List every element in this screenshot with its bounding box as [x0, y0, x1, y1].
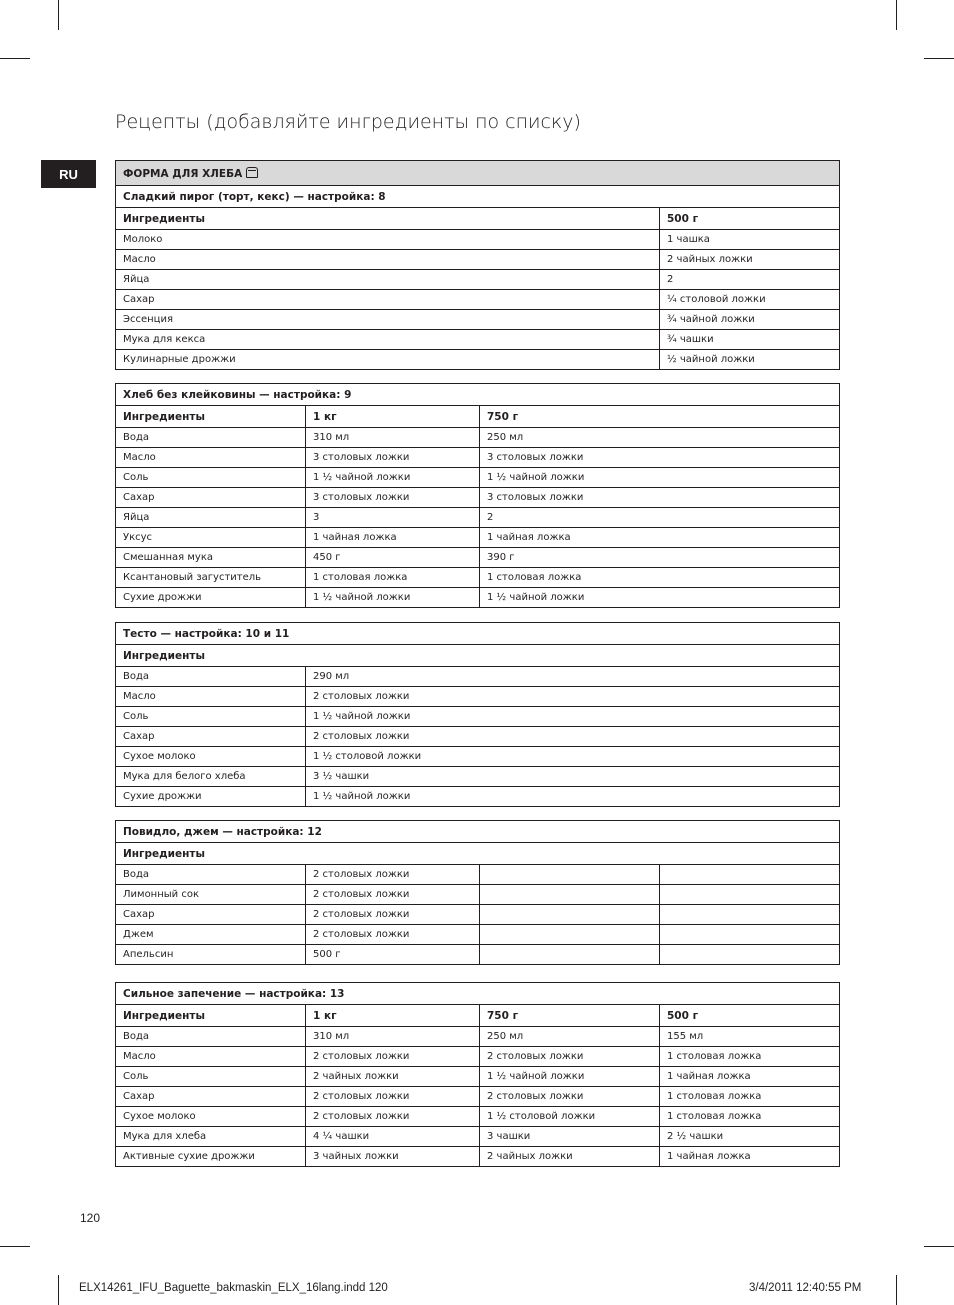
amount-cell: 290 мл — [306, 667, 840, 687]
empty-cell — [660, 925, 840, 945]
amount-cell: 1 столовая ложка — [306, 568, 480, 588]
table-row — [116, 1067, 840, 1087]
page-title: Рецепты (добавляйте ингредиенты по списку) — [115, 111, 581, 133]
column-header: 750 г — [480, 1005, 660, 1027]
amount-cell: 1 ½ чайной ложки — [306, 468, 480, 488]
empty-cell — [660, 905, 840, 925]
column-header: Ингредиенты — [116, 645, 840, 667]
ingredient-cell: Эссенция — [116, 310, 660, 330]
recipe-table-dough — [115, 622, 840, 807]
table-row — [116, 250, 840, 270]
ingredient-cell: Масло — [116, 250, 660, 270]
ingredient-cell: Соль — [116, 468, 306, 488]
bread-pan-icon — [246, 167, 258, 178]
ingredient-cell: Соль — [116, 707, 306, 727]
table-row — [116, 1107, 840, 1127]
form-header-cell — [116, 161, 840, 186]
table-row — [116, 350, 840, 370]
ingredient-cell: Мука для кекса — [116, 330, 660, 350]
amount-cell: 2 столовых ложки — [306, 905, 480, 925]
table-title-row — [116, 186, 840, 208]
table-row — [116, 945, 840, 965]
table-title-row — [116, 384, 840, 406]
ingredient-cell: Сухие дрожжи — [116, 588, 306, 608]
amount-cell: 2 столовых ложки — [480, 1047, 660, 1067]
empty-cell — [660, 945, 840, 965]
crop-mark — [924, 58, 954, 59]
amount-cell: 1 столовая ложка — [660, 1047, 840, 1067]
crop-mark — [58, 0, 59, 30]
amount-cell: 310 мл — [306, 1027, 480, 1047]
ingredient-cell: Лимонный сок — [116, 885, 306, 905]
ingredient-cell: Молоко — [116, 230, 660, 250]
amount-cell: 2 чайных ложки — [306, 1067, 480, 1087]
ingredient-cell: Вода — [116, 1027, 306, 1047]
table-row — [116, 787, 840, 807]
empty-cell — [660, 865, 840, 885]
amount-cell: 2 ½ чашки — [660, 1127, 840, 1147]
ingredient-cell: Соль — [116, 1067, 306, 1087]
amount-cell: 3 столовых ложки — [480, 448, 840, 468]
ingredient-cell: Вода — [116, 667, 306, 687]
empty-cell — [480, 865, 660, 885]
ingredient-cell: Активные сухие дрожжи — [116, 1147, 306, 1167]
amount-cell: 250 мл — [480, 428, 840, 448]
amount-cell: 500 г — [306, 945, 480, 965]
ingredient-cell: Сахар — [116, 488, 306, 508]
amount-cell: 1 чайная ложка — [660, 1067, 840, 1087]
amount-cell: 1 ½ столовой ложки — [480, 1107, 660, 1127]
column-header: Ингредиенты — [116, 406, 306, 428]
amount-cell: 390 г — [480, 548, 840, 568]
crop-mark — [0, 58, 30, 59]
crop-mark — [0, 1246, 30, 1247]
table-title: Повидло, джем — настройка: 12 — [116, 821, 840, 843]
table-row — [116, 588, 840, 608]
column-header: 500 г — [660, 208, 840, 230]
table-row — [116, 707, 840, 727]
table-row — [116, 568, 840, 588]
ingredient-cell: Масло — [116, 448, 306, 468]
amount-cell: 1 ½ столовой ложки — [306, 747, 840, 767]
table-header-row — [116, 1005, 840, 1027]
amount-cell: 2 чайных ложки — [660, 250, 840, 270]
table-row — [116, 885, 840, 905]
footer-file-info: ELX14261_IFU_Baguette_bakmaskin_ELX_16lang.indd 120 — [79, 1282, 388, 1294]
table-row — [116, 667, 840, 687]
empty-cell — [480, 925, 660, 945]
table-row — [116, 270, 840, 290]
table-header-row — [116, 406, 840, 428]
column-header: 750 г — [480, 406, 840, 428]
page-number: 120 — [80, 1211, 101, 1225]
ingredient-cell: Сахар — [116, 290, 660, 310]
amount-cell: 1 чашка — [660, 230, 840, 250]
amount-cell: 2 — [480, 508, 840, 528]
ingredient-cell: Джем — [116, 925, 306, 945]
column-header: Ингредиенты — [116, 208, 660, 230]
amount-cell: 3 — [306, 508, 480, 528]
empty-cell — [480, 905, 660, 925]
amount-cell: 1 ½ чайной ложки — [480, 588, 840, 608]
recipe-table-sweet-cake — [115, 160, 840, 370]
table-row — [116, 1087, 840, 1107]
amount-cell: 1 ½ чайной ложки — [480, 468, 840, 488]
empty-cell — [480, 945, 660, 965]
amount-cell: 2 столовых ложки — [306, 925, 480, 945]
ingredient-cell: Сахар — [116, 905, 306, 925]
amount-cell: 3 столовых ложки — [306, 488, 480, 508]
amount-cell: 1 чайная ложка — [660, 1147, 840, 1167]
table-title-row — [116, 623, 840, 645]
table-title: Сладкий пирог (торт, кекс) — настройка: 8 — [116, 186, 840, 208]
table-form-row — [116, 161, 840, 186]
table-row — [116, 1047, 840, 1067]
table-title-row — [116, 821, 840, 843]
amount-cell: 4 ¼ чашки — [306, 1127, 480, 1147]
ingredient-cell: Масло — [116, 1047, 306, 1067]
table-row — [116, 1127, 840, 1147]
ingredient-cell: Кулинарные дрожжи — [116, 350, 660, 370]
ingredient-cell: Апельсин — [116, 945, 306, 965]
ingredient-cell: Вода — [116, 865, 306, 885]
ingredient-cell: Смешанная мука — [116, 548, 306, 568]
language-tab: RU — [41, 160, 96, 188]
amount-cell: 1 столовая ложка — [480, 568, 840, 588]
table-title: Сильное запечение — настройка: 13 — [116, 983, 840, 1005]
ingredient-cell: Сухие дрожжи — [116, 787, 306, 807]
amount-cell: ¾ чашки — [660, 330, 840, 350]
form-label: ФОРМА ДЛЯ ХЛЕБА — [123, 167, 243, 180]
ingredient-cell: Яйца — [116, 508, 306, 528]
amount-cell: 310 мл — [306, 428, 480, 448]
ingredient-cell: Мука для белого хлеба — [116, 767, 306, 787]
crop-mark — [924, 1246, 954, 1247]
table-row — [116, 548, 840, 568]
amount-cell: ½ чайной ложки — [660, 350, 840, 370]
amount-cell: 2 чайных ложки — [480, 1147, 660, 1167]
table-row — [116, 925, 840, 945]
column-header: 500 г — [660, 1005, 840, 1027]
amount-cell: 155 мл — [660, 1027, 840, 1047]
table-title: Тесто — настройка: 10 и 11 — [116, 623, 840, 645]
amount-cell: 1 столовая ложка — [660, 1107, 840, 1127]
amount-cell: 1 ½ чайной ложки — [306, 707, 840, 727]
amount-cell: ¾ чайной ложки — [660, 310, 840, 330]
table-row — [116, 230, 840, 250]
table-row — [116, 687, 840, 707]
amount-cell: 250 мл — [480, 1027, 660, 1047]
amount-cell: 2 столовых ложки — [306, 1107, 480, 1127]
amount-cell: 1 чайная ложка — [306, 528, 480, 548]
amount-cell: 2 столовых ложки — [306, 885, 480, 905]
table-row — [116, 448, 840, 468]
table-title: Хлеб без клейковины — настройка: 9 — [116, 384, 840, 406]
table-row — [116, 1027, 840, 1047]
table-row — [116, 528, 840, 548]
empty-cell — [660, 885, 840, 905]
table-row — [116, 290, 840, 310]
amount-cell: ¼ столовой ложки — [660, 290, 840, 310]
column-header: Ингредиенты — [116, 1005, 306, 1027]
amount-cell: 2 столовых ложки — [306, 1047, 480, 1067]
amount-cell: 2 столовых ложки — [480, 1087, 660, 1107]
table-header-row — [116, 208, 840, 230]
ingredient-cell: Уксус — [116, 528, 306, 548]
column-header: 1 кг — [306, 406, 480, 428]
table-row — [116, 865, 840, 885]
amount-cell: 1 ½ чайной ложки — [306, 588, 480, 608]
footer-timestamp: 3/4/2011 12:40:55 PM — [749, 1282, 862, 1294]
amount-cell: 2 столовых ложки — [306, 727, 840, 747]
amount-cell: 1 чайная ложка — [480, 528, 840, 548]
recipe-table-gluten-free — [115, 383, 840, 608]
column-header: Ингредиенты — [116, 843, 840, 865]
crop-mark — [896, 0, 897, 30]
table-row — [116, 1147, 840, 1167]
amount-cell: 1 ½ чайной ложки — [480, 1067, 660, 1087]
column-header: 1 кг — [306, 1005, 480, 1027]
table-row — [116, 428, 840, 448]
table-row — [116, 905, 840, 925]
ingredient-cell: Мука для хлеба — [116, 1127, 306, 1147]
amount-cell: 3 столовых ложки — [306, 448, 480, 468]
amount-cell: 450 г — [306, 548, 480, 568]
ingredient-cell: Яйца — [116, 270, 660, 290]
amount-cell: 3 ½ чашки — [306, 767, 840, 787]
crop-mark — [58, 1275, 59, 1305]
amount-cell: 2 столовых ложки — [306, 687, 840, 707]
amount-cell: 2 — [660, 270, 840, 290]
amount-cell: 2 столовых ложки — [306, 865, 480, 885]
amount-cell: 1 ½ чайной ложки — [306, 787, 840, 807]
table-row — [116, 310, 840, 330]
ingredient-cell: Ксантановый загуститель — [116, 568, 306, 588]
amount-cell: 2 столовых ложки — [306, 1087, 480, 1107]
table-title-row — [116, 983, 840, 1005]
empty-cell — [480, 885, 660, 905]
amount-cell: 1 столовая ложка — [660, 1087, 840, 1107]
ingredient-cell: Вода — [116, 428, 306, 448]
recipe-table-strong-bake — [115, 982, 840, 1167]
amount-cell: 3 чайных ложки — [306, 1147, 480, 1167]
table-row — [116, 488, 840, 508]
ingredient-cell: Сахар — [116, 727, 306, 747]
table-row — [116, 727, 840, 747]
amount-cell: 3 чашки — [480, 1127, 660, 1147]
ingredient-cell: Сухое молоко — [116, 747, 306, 767]
table-row — [116, 330, 840, 350]
table-row — [116, 468, 840, 488]
amount-cell: 3 столовых ложки — [480, 488, 840, 508]
crop-mark — [896, 1275, 897, 1305]
recipe-table-jam — [115, 820, 840, 965]
table-header-row — [116, 645, 840, 667]
table-header-row — [116, 843, 840, 865]
ingredient-cell: Масло — [116, 687, 306, 707]
ingredient-cell: Сахар — [116, 1087, 306, 1107]
table-row — [116, 767, 840, 787]
table-row — [116, 747, 840, 767]
table-row — [116, 508, 840, 528]
ingredient-cell: Сухое молоко — [116, 1107, 306, 1127]
